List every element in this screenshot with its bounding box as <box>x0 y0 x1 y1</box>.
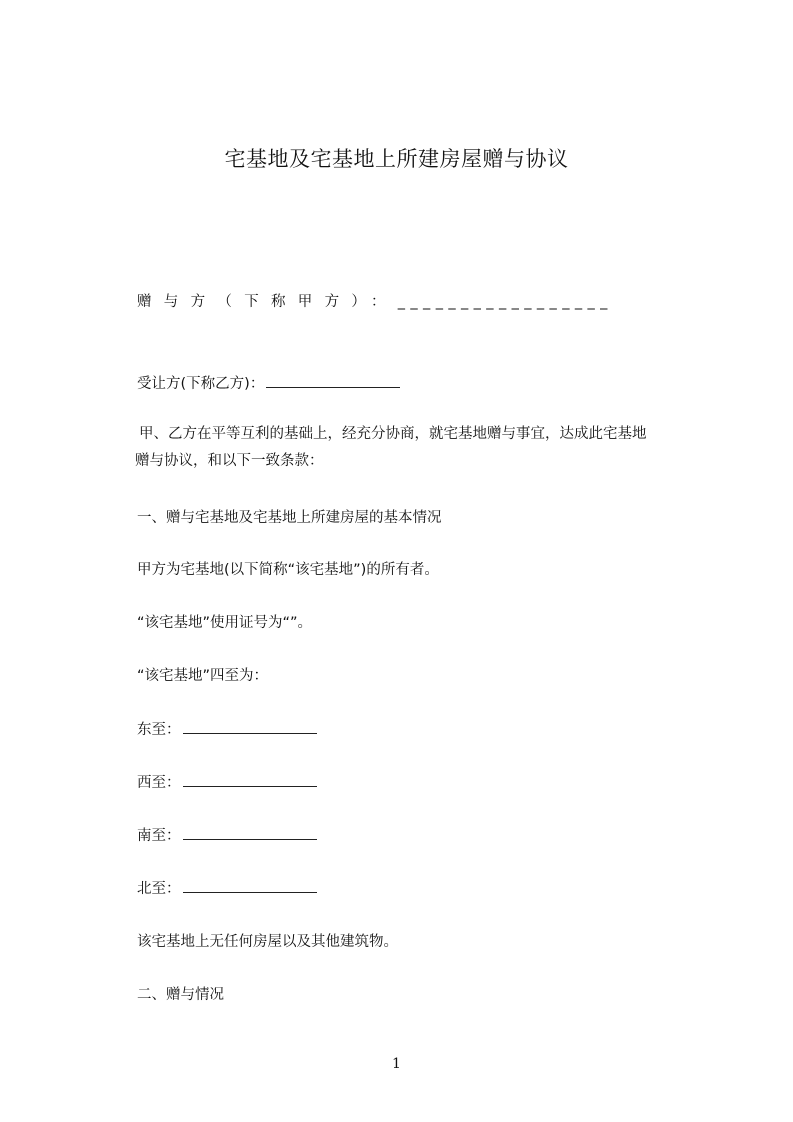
east-blank <box>183 720 317 734</box>
west-label: 西至： <box>137 775 181 791</box>
recipient-line <box>137 372 400 393</box>
intro-line-1: 甲、乙方在平等互利的基础上，经充分协商，就宅基地赠与事宜，达成此宅基地 <box>139 426 647 442</box>
east-label: 东至： <box>137 722 181 738</box>
owner-statement: 甲方为宅基地(以下简称“该宅基地”)的所有者。 <box>137 562 439 578</box>
intro-line-2: 赠与协议，和以下一致条款： <box>135 453 324 469</box>
page-number: 1 <box>392 1056 401 1072</box>
donor-blank: _________________ <box>397 294 613 310</box>
donor-line <box>137 290 613 311</box>
north-label: 北至： <box>137 881 181 897</box>
south-boundary-line <box>137 824 317 845</box>
certificate-statement: “该宅基地”使用证号为“”。 <box>137 615 313 631</box>
south-blank <box>183 826 317 840</box>
boundaries-heading: “该宅基地”四至为： <box>137 668 269 684</box>
north-boundary-line <box>137 877 317 898</box>
section-2-heading: 二、赠与情况 <box>137 987 224 1003</box>
south-label: 南至： <box>137 828 181 844</box>
east-boundary-line <box>137 718 317 739</box>
section-1-heading: 一、赠与宅基地及宅基地上所建房屋的基本情况 <box>137 510 442 526</box>
west-boundary-line <box>137 771 317 792</box>
recipient-label: 受让方(下称乙方)： <box>137 376 265 392</box>
no-buildings-statement: 该宅基地上无任何房屋以及其他建筑物。 <box>137 934 398 950</box>
north-blank <box>183 879 317 893</box>
donor-label: 赠与方（下称甲方）： <box>137 294 398 310</box>
document-title: 宅基地及宅基地上所建房屋赠与协议 <box>224 147 569 171</box>
intro-paragraph <box>137 421 707 475</box>
recipient-blank <box>266 374 400 388</box>
west-blank <box>183 773 317 787</box>
